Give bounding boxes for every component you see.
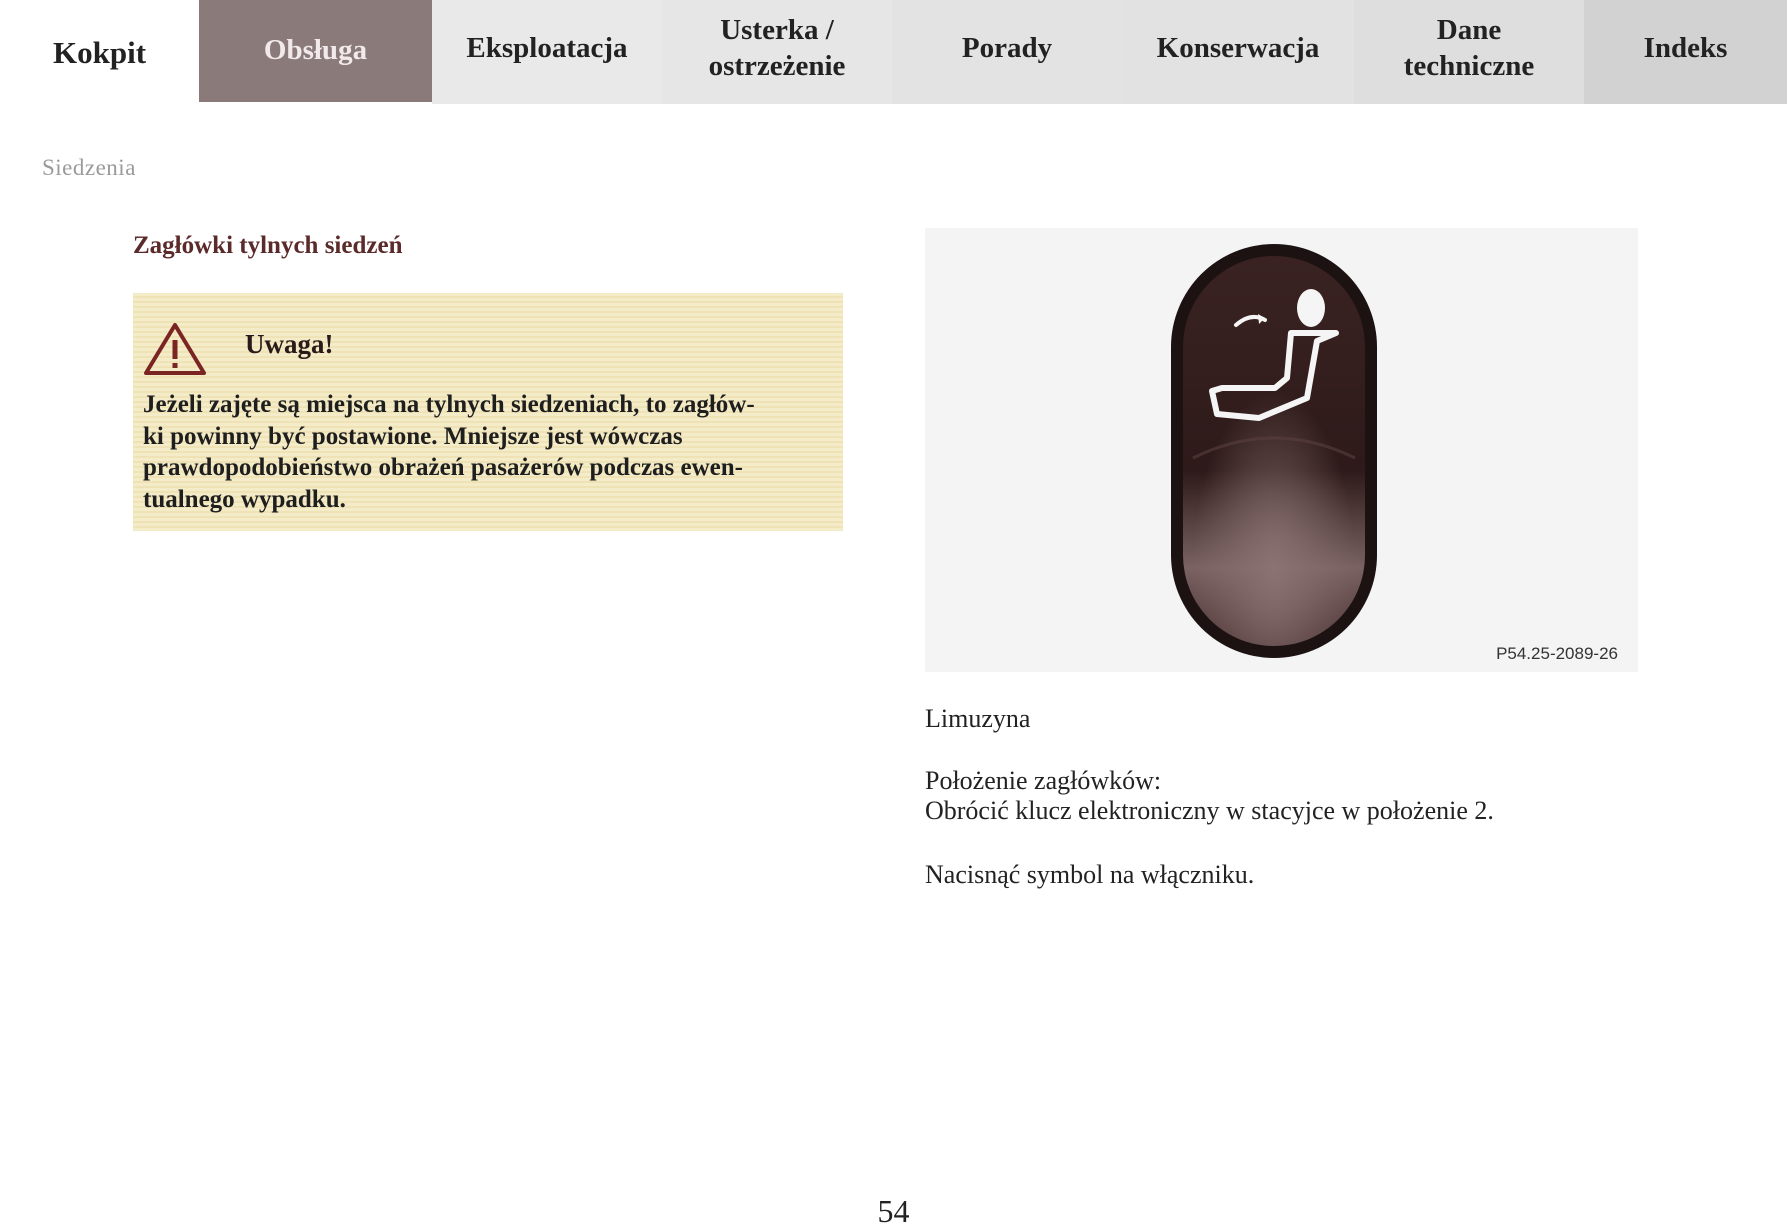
instruction-text: Obrócić klucz elektroniczny w stacyjce w położenie 2.: [925, 796, 1494, 825]
tab-usterka-ostrzezenie[interactable]: [662, 0, 892, 104]
tab-porady[interactable]: [892, 0, 1122, 104]
tab-indeks[interactable]: [1584, 0, 1787, 104]
tab-label-line2: ostrzeżenie: [708, 50, 846, 82]
tab-konserwacja[interactable]: [1122, 0, 1354, 104]
instruction-text: Nacisnąć symbol na włączniku.: [925, 860, 1255, 889]
warning-line: tualnego wypadku.: [143, 485, 346, 513]
tab-kokpit[interactable]: [0, 0, 199, 104]
tab-label-line1: Dane: [1436, 14, 1502, 46]
tab-label: Indeks: [1643, 32, 1728, 64]
tab-eksploatacja[interactable]: [432, 0, 662, 104]
tab-label-line2: techniczne: [1403, 50, 1535, 82]
section-title: Siedzenia: [42, 155, 136, 180]
warning-text: [143, 389, 828, 515]
position-label: Położenie zagłówków:: [925, 766, 1162, 795]
tab-label: Eksploatacja: [466, 32, 628, 64]
headrest-switch-figure: [925, 228, 1638, 672]
warning-line: prawdopodobieństwo obrażeń pasażerów podczas ewen-: [143, 454, 743, 481]
page-number: 54: [877, 1193, 910, 1229]
chapter-tabs: [0, 0, 1787, 104]
figure-caption: Limuzyna: [925, 704, 1031, 733]
warning-line: Jeżeli zajęte są miejsca na tylnych siedzeniach, to zagłów-: [143, 391, 755, 418]
figure-code: P54.25-2089-26: [1496, 644, 1618, 663]
tab-label: Obsługa: [263, 34, 368, 66]
tab-dane-techniczne[interactable]: [1354, 0, 1584, 104]
tab-label: Porady: [961, 32, 1053, 64]
warning-header: [143, 321, 831, 377]
warning-box: [133, 293, 843, 531]
page-heading: Zagłówki tylnych siedzeń: [133, 232, 403, 259]
headrest-switch-icon: [925, 228, 1638, 672]
warning-title: Uwaga!: [245, 328, 334, 359]
tab-label-line1: Usterka /: [720, 14, 834, 46]
tab-label: Konserwacja: [1156, 32, 1320, 64]
warning-line: ki powinny być postawione. Mniejsze jest wówczas: [143, 422, 683, 450]
warning-triangle-icon: [143, 322, 207, 376]
tab-obsluga[interactable]: [199, 0, 432, 102]
tab-label: Kokpit: [52, 35, 147, 70]
